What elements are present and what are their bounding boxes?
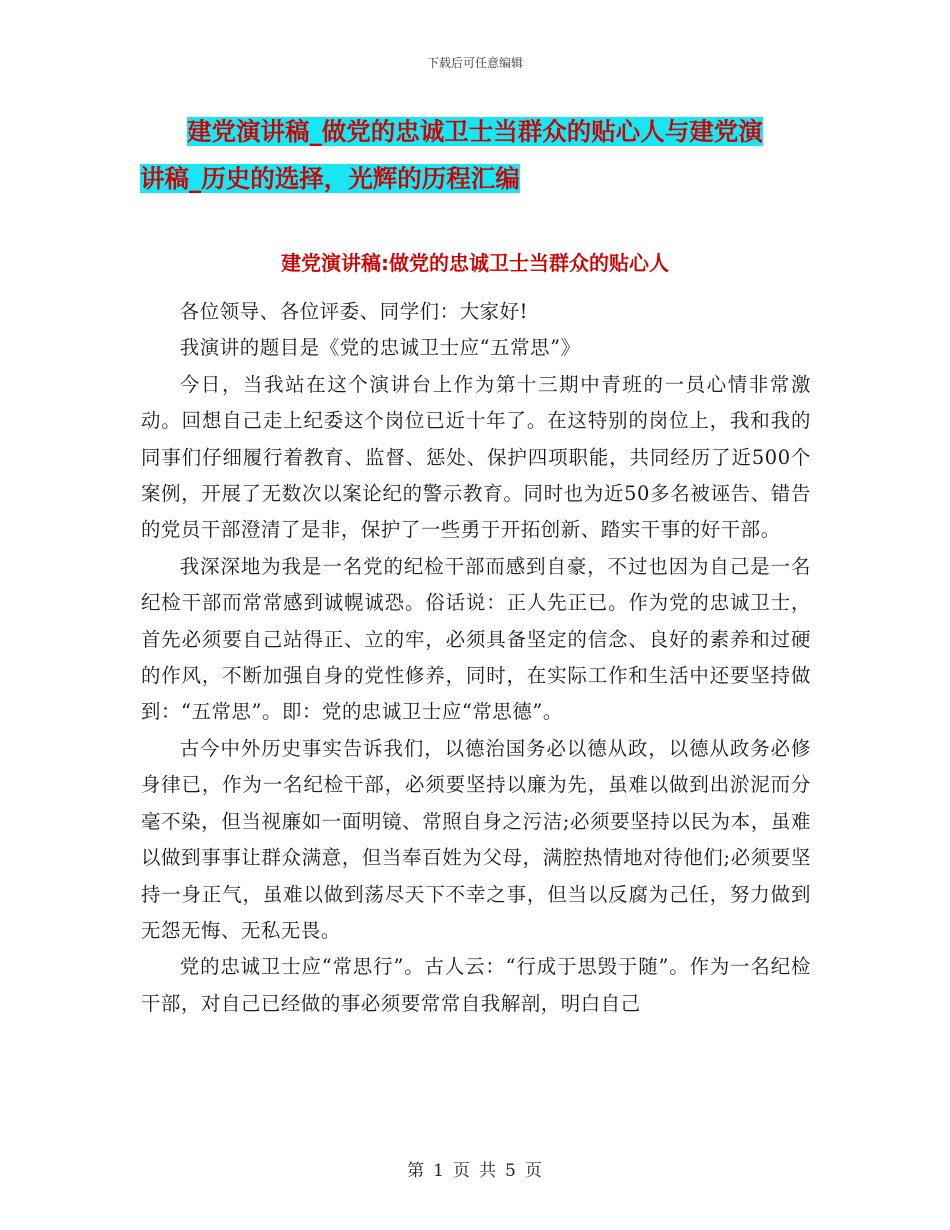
footer-word-di: 第 bbox=[407, 1161, 426, 1181]
title-line-1 bbox=[140, 108, 830, 155]
footer-page-number: 1 bbox=[433, 1161, 445, 1181]
paragraph-3: 古今中外历史事实告诉我们，以德治国务必以德从政，以德从政务必修身律已，作为一名纪检干部，必须要坚持以廉为先，虽难以做到出淤泥而分毫不染，但当视廉如一面明镜、常照自身之污洁;必须要坚持以民为本，虽难以做到事事让群众满意，但当奉百姓为父母，满腔热情地对待他们;必须要坚持一身正气，虽难以做到荡尽天下不幸之事，但当以反腐为己任，努力做到无怨无悔、无私无畏。 bbox=[141, 736, 811, 942]
paragraph-4: 党的忠诚卫士应“常思行”。古人云：“行成于思毁于随”。作为一名纪检干部，对自己已经做的事必须要常常自我解剖，明白自己 bbox=[141, 955, 811, 1015]
paragraph-topic: 我演讲的题目是《党的忠诚卫士应“五常思”》 bbox=[179, 336, 581, 360]
footer-total-pages: 5 bbox=[505, 1161, 517, 1181]
document-body bbox=[141, 294, 811, 1022]
page-footer bbox=[0, 1156, 950, 1181]
paragraph-greeting: 各位领导、各位评委、同学们：大家好! bbox=[179, 300, 529, 323]
section-title: 建党演讲稿:做党的忠诚卫士当群众的贴心人 bbox=[281, 251, 669, 275]
footer-word-ye-2: 页 bbox=[524, 1161, 543, 1181]
title-line-2 bbox=[140, 155, 830, 202]
paragraph-1: 今日，当我站在这个演讲台上作为第十三期中青班的一员心情非常激动。回想自己走上纪委这个岗位已近十年了。在这特别的岗位上，我和我的同事们仔细履行着教育、监督、惩处、保护四项职能，共同经历了近500个案例，开展了无数次以案论纪的警示教育。同时也为近50多名被诬告、错告的党员干部澄清了是非，保护了一些勇于开拓创新、踏实干事的好干部。 bbox=[141, 372, 811, 542]
document-title bbox=[140, 108, 830, 202]
title-line-2-text: 讲稿_历史的选择，光辉的历程汇编 bbox=[140, 164, 520, 193]
header-note: 下载后可任意编辑 bbox=[426, 56, 523, 70]
footer-word-gong: 共 bbox=[479, 1161, 497, 1181]
title-line-1-text: 建党演讲稿_做党的忠诚卫士当群众的贴心人与建党演 bbox=[187, 117, 763, 146]
paragraph-2: 我深深地为我是一名党的纪检干部而感到自豪，不过也因为自己是一名纪检干部而常常感到诚幌诚恐。俗话说：正人先正已。作为党的忠诚卫士，首先必须要自己站得正、立的牢，必须具备坚定的信念、良好的素养和过硬的作风，不断加强自身的党性修养，同时，在实际工作和生活中还要坚持做到：“五常思”。即：党的忠诚卫士应“常思德”。 bbox=[141, 554, 811, 724]
footer-word-ye: 页 bbox=[453, 1161, 471, 1181]
